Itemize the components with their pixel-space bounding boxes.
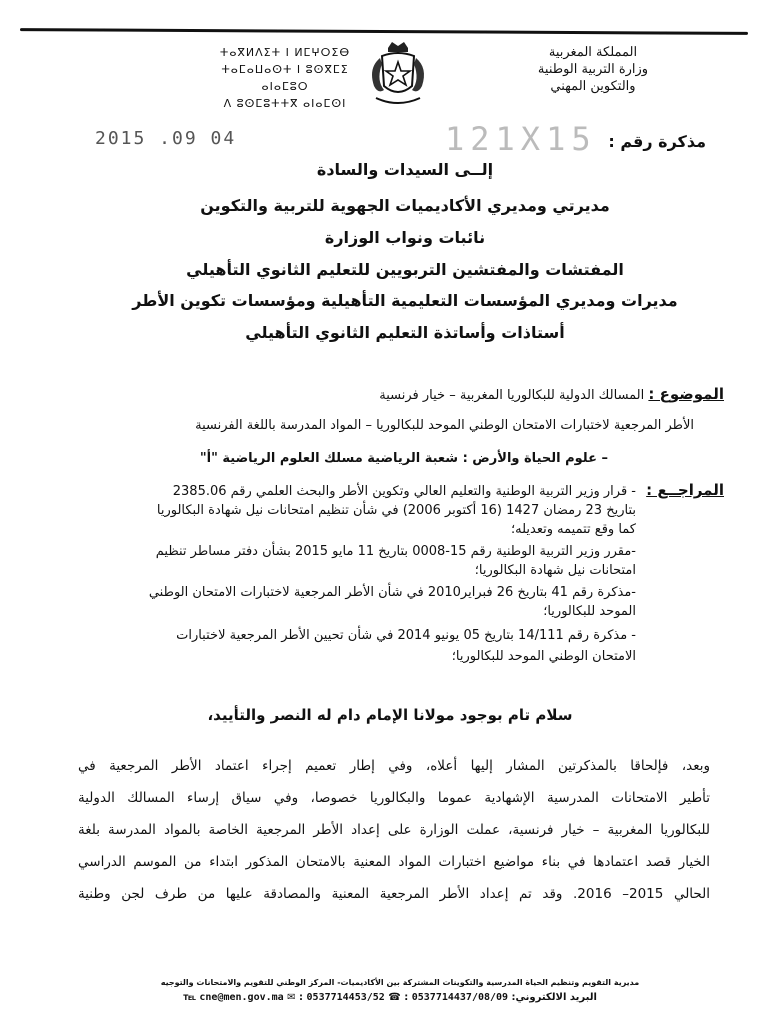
body-line-3: للبكالوريا المغربية – خيار فرنسية، عملت الوزارة على إعداد الأطر المرجعية الخاصة بالمواد المدرسة بلغة [78,822,710,838]
subject-line-2: الأطر المرجعية لاختبارات الامتحان الوطني الموحد للبكالوريا – المواد المدرسة باللغة الفرنسية [195,418,694,433]
ministry-header-arabic [508,44,678,95]
tifinagh-line-3: ⴷ ⵓⵙⵎⵓⵜⵜⴳ ⴰⵏⴰⵎⵙⵏ [223,97,347,110]
phone-icon: ☎ [388,992,401,1003]
ministry-name-line2: والتكوين المهني [550,79,636,94]
kingdom-name: المملكة المغربية [548,45,638,60]
footer-contact: البريد الالكتروني: cne@men.gov.ma ✉ : 0537714453/52 ☎ : 0537714437/08/09 ℡ [183,992,597,1003]
ministry-header-tifinagh [205,44,365,112]
reference-1-line-1: - قرار وزير التربية الوطنية والتعليم العالي وتكوين الأطر والبحث العلمي رقم 2385.06 [172,484,636,499]
subject-line-3: – علوم الحياة والأرض : شعبة الرياضية مسلك العلوم الرياضية "أ" [199,451,608,466]
top-rule [20,28,748,35]
subject-row [304,384,724,406]
addressee-line-3: نائبات ونواب الوزارة [324,228,486,247]
body-line-4: الخيار قصد اعتمادها في بناء مواضيع اختبارات المواد المعنية بالامتحان المذكور ابتداء من الموسم الدراسي [78,854,710,870]
reference-3-line-1: -مذكرة رقم 41 بتاريخ 26 فبراير2010 في شأن الأطر المرجعية لاختبارات الامتحان الوطني [148,585,636,600]
fax-number: 0537714437/08/09 [411,992,509,1003]
email-address[interactable]: cne@men.gov.ma [199,992,284,1003]
reference-2-line-1: -مقرر وزير التربية الوطنية رقم 15-0008 بتاريخ 11 مايو 2015 بشأن دفتر مساطر تنظيم [155,544,636,559]
royal-emblem-icon [362,40,434,112]
reference-1-line-3: كما وقع تتميمه وتعديله؛ [511,522,636,537]
addressee-line-6: أستاذات وأساتذة التعليم الثانوي التأهيلي [245,323,565,342]
greeting: سلام تام بوجود مولانا الإمام دام له النصر والتأييد، [207,706,573,724]
addressee-line-2: مديرتي ومديري الأكاديميات الجهوية للتربية والتكوين [200,196,610,215]
reference-2-line-2: امتحانات نيل شهادة البكالوريا؛ [474,563,636,578]
subject-label: الموضوع : [648,385,724,403]
reference-1-line-2: بتاريخ 23 رمضان 1427 (16 أكتوبر 2006) في شأن تنظيم امتحانات نيل شهادة البكالوريا [156,503,636,518]
body-line-2: تأطير الامتحانات المدرسية الإشهادية عموما والبكالوريا خصوصا، وفي سياق إرساء المسالك الدولية [78,790,710,806]
reference-4-line-1: - مذكرة رقم 14/111 بتاريخ 05 يونيو 2014 في شأن تحيين الأطر المرجعية لاختبارات [176,628,636,643]
fax-icon: ℡ [183,992,196,1003]
tifinagh-line-2: ⵜⴰⵎⴰⵡⴰⵙⵜ ⵏ ⵓⵙⴳⵎⵉ ⴰⵏⴰⵎⵓⵔ [221,63,349,93]
date-stamp: 2015 .09 04 [95,128,237,149]
phone-number: 0537714453/52 [306,992,385,1003]
body-line-5: الحالي 2015– 2016. وقد تم إعداد الأطر المرجعية المعنية والمصادقة عليها من طرف لجن وطنية [78,886,710,902]
memo-number: 121X15 [445,120,597,158]
memo-label: مذكرة رقم : [608,132,706,151]
addressee-line-5: مديرات ومديري المؤسسات التعليمية التأهيلية ومؤسسات تكوين الأطر [132,291,678,310]
envelope-icon: ✉ [287,992,296,1003]
reference-3-line-2: الموحد للبكالوريا؛ [543,604,636,619]
addressee-line-1: إلــى السيدات والسادة [316,160,494,179]
reference-4-line-2: الامتحان الوطني الموحد للبكالوريا؛ [451,649,636,664]
body-line-1: وبعد، فإلحاقا بالمذكرتين المشار إليها أعلاه، وفي إطار تعميم إجراء اعتماد الأطر المرجعية في [78,758,710,774]
tifinagh-line-1: ⵜⴰⴳⵍⴷⵉⵜ ⵏ ⵍⵎⵖⵔⵉⴱ [219,46,351,59]
email-label: البريد الالكتروني: [511,992,597,1003]
addressee-line-4: المفتشات والمفتشين التربويين للتعليم الثانوي التأهيلي [186,260,624,279]
references-label: المراجــع : [646,481,724,499]
ministry-name-line1: وزارة التربية الوطنية [537,62,649,77]
subject-line-1: المسالك الدولية للبكالوريا المغربية – خيار فرنسية [379,388,645,403]
footer-directorate: مديرية التقويم وتنظيم الحياة المدرسية والتكوينات المشتركة بين الأكاديميات- المركز الوطني للتقويم والامتحانات والتوجيه [160,978,640,987]
